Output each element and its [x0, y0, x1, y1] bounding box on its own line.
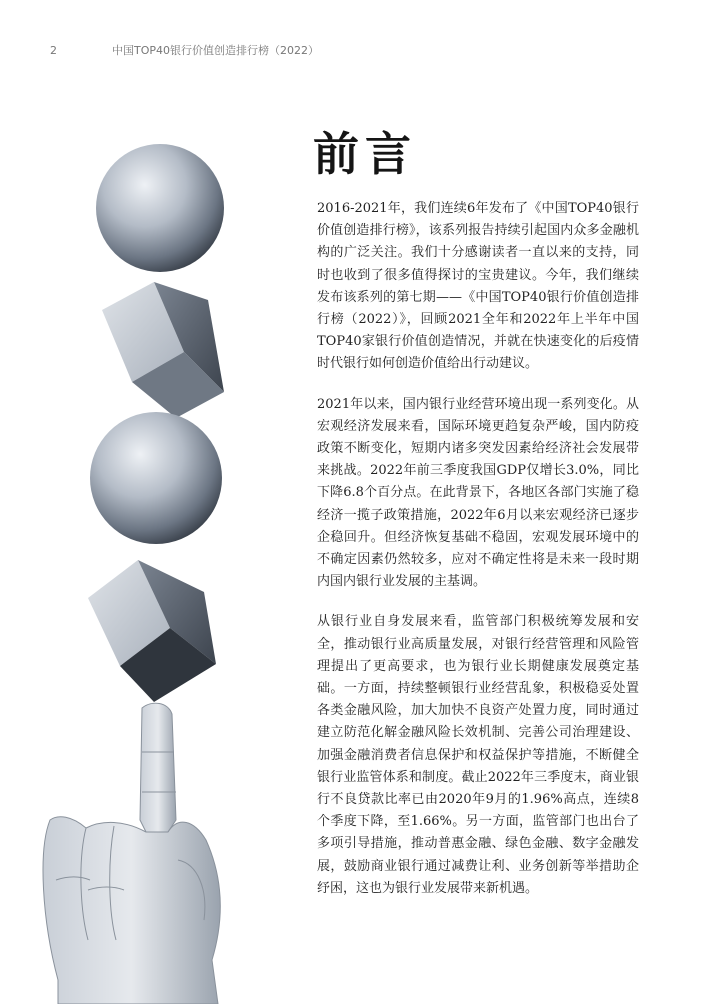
wooden-hand: [43, 703, 220, 1004]
top-sphere: [96, 144, 224, 272]
paragraph-2: 2021年以来，国内银行业经营环境出现一系列变化。从宏观经济发展来看，国际环境更趋复杂严峻，国内防疫政策不断变化，短期内诸多突发因素给经济社会发展带来挑战。2022年前三季度我国GDP仅增长3.0%，同比下降6.8个百分点。在此背景下，各地区各部门实施了稳经济一揽子政策措施，2022年6月以来宏观经济已逐步企稳回升。但经济恢复基础不稳固，宏观发展环境中的不确定因素仍然较多，应对不确定性将是未来一段时期内国内银行业发展的主基调。: [317, 396, 639, 590]
page-title: 前言: [313, 127, 417, 181]
balancing-shapes-illustration: [28, 120, 278, 1004]
paragraph-3: 从银行业自身发展来看，监管部门积极统筹发展和安全，推动银行业高质量发展，对银行经营管理和风险管理提出了更高要求，也为银行业长期健康发展奠定基础。一方面，持续整顿银行业经营乱象，积极稳妥处置各类金融风险，加大加快不良资产处置力度，同时通过建立防范化解金融风险长效机制、完善公司治理建设、加强金融消费者信息保护和权益保护等措施，不断健全银行业监管体系和制度。截止2022年三季度末，商业银行不良贷款比率已由2020年9月的1.96%高点，连续8个季度下降，至1.66%。另一方面，监管部门也出台了多项引导措施，推动普惠金融、绿色金融、数字金融发展，鼓励商业银行通过减费让利、业务创新等举措助企纾困，这也为银行业发展带来新机遇。: [317, 614, 639, 896]
page-number: 2: [50, 44, 57, 57]
running-title: 中国TOP40银行价值创造排行榜（2022）: [112, 44, 320, 57]
lower-cube: [88, 560, 216, 702]
upper-cube: [102, 282, 224, 418]
body-text: [317, 198, 639, 918]
running-header: [50, 42, 319, 58]
middle-sphere: [90, 412, 222, 544]
paragraph-1: 2016-2021年，我们连续6年发布了《中国TOP40银行价值创造排行榜》，该系列报告持续引起国内众多金融机构的广泛关注。我们十分感谢读者一直以来的支持，同时也收到了很多值得探讨的宝贵建议。今年，我们继续发布该系列的第七期——《中国TOP40银行价值创造排行榜（2022）》，回顾2021全年和2022年上半年中国TOP40家银行价值创造情况，并就在快速变化的后疫情时代银行如何创造价值给出行动建议。: [317, 201, 639, 372]
